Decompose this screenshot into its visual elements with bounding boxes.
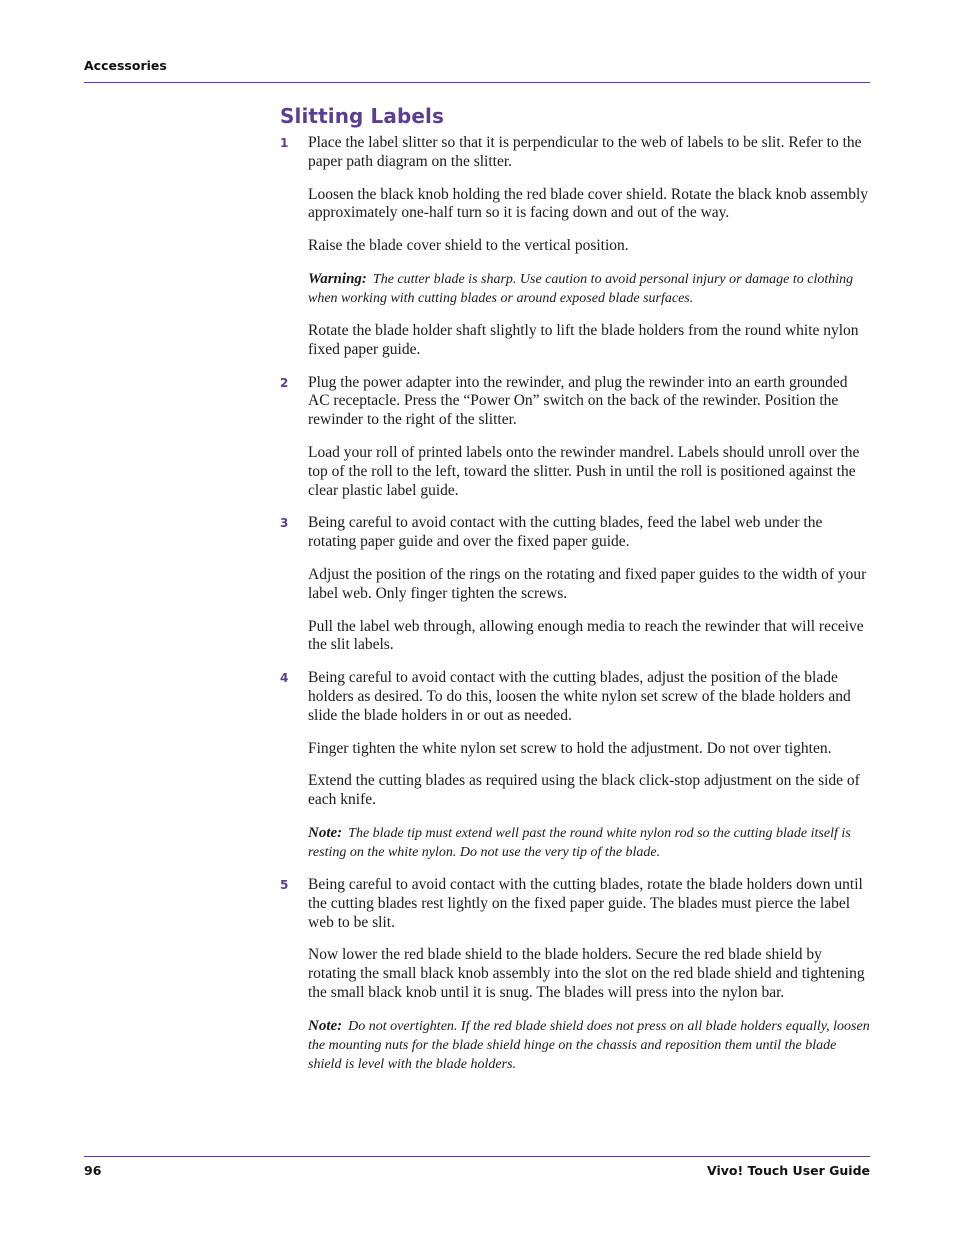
step-3 (280, 514, 870, 655)
callout-text: The cutter blade is sharp. Use caution to avoid personal injury or damage to clothing when working with cutting blades or around exposed blade surfaces. (308, 271, 854, 306)
step-paragraph: Rotate the blade holder shaft slightly to lift the blade holders from the round white nylon fixed paper guide. (308, 321, 859, 358)
step-number: 5 (280, 877, 289, 892)
step-number: 1 (280, 136, 289, 150)
footer-rule (84, 1156, 870, 1157)
step-paragraph: Loosen the black knob holding the red blade cover shield. Rotate the black knob assembly approximately one-half turn so it is facing down and out of the way. (308, 185, 869, 222)
step-paragraph: Pull the label web through, allowing enough media to reach the rewinder that will receive the slit labels. (308, 617, 864, 654)
step-number: 3 (280, 516, 289, 531)
callout-label: Warning: (308, 270, 367, 287)
step-paragraph: Being careful to avoid contact with the cutting blades, feed the label web under the rotating paper guide and over the fixed paper guide. (308, 514, 823, 551)
callout-text: Do not overtighten. If the red blade shield does not press on all blade holders equally, loosen the mounting nuts for the blade shield hinge on the chassis and reposition them until the blade shield is level with the blade holders. (308, 1018, 870, 1072)
callout-label: Note: (308, 824, 343, 841)
step-number: 4 (280, 671, 289, 686)
step-paragraph: Being careful to avoid contact with the cutting blades, adjust the position of the blade holders as desired. To do this, loosen the white nylon set screw of the blade holders and slide the blade holders in or out as needed. (308, 669, 851, 724)
step-paragraph: Adjust the position of the rings on the rotating and fixed paper guides to the width of your label web. Only finger tighten the screws. (308, 565, 867, 602)
step-1 (280, 134, 870, 360)
callout-label: Note: (308, 1017, 343, 1034)
warning-callout (308, 270, 870, 308)
running-header: Accessories (84, 58, 167, 73)
step-paragraph: Finger tighten the white nylon set screw to hold the adjustment. Do not over tighten. (308, 739, 832, 757)
step-number: 2 (280, 375, 289, 390)
steps-list (280, 134, 870, 1088)
step-paragraph: Extend the cutting blades as required using the black click-stop adjustment on the side of each knife. (308, 772, 860, 809)
step-5 (280, 876, 870, 1074)
page-number: 96 (84, 1163, 102, 1178)
header-rule (84, 82, 870, 83)
step-paragraph: Plug the power adapter into the rewinder, and plug the rewinder into an earth grounded AC receptacle. Press the “Power On” switch on the back of the rewinder. Position the rewinder to the right of the slitter. (308, 373, 848, 429)
step-4 (280, 669, 870, 862)
step-2 (280, 374, 870, 501)
step-paragraph: Being careful to avoid contact with the cutting blades, rotate the blade holders down until the cutting blades rest lightly on the fixed paper guide. The blades must pierce the label web to be slit. (308, 875, 863, 931)
step-paragraph: Place the label slitter so that it is perpendicular to the web of labels to be slit. Refer to the paper path diagram on the slitter. (308, 134, 862, 170)
callout-text: The blade tip must extend well past the round white nylon rod so the cutting blade itself is resting on the white nylon. Do not use the very tip of the blade. (308, 825, 851, 860)
guide-title: Vivo! Touch User Guide (707, 1163, 870, 1178)
note-callout (308, 1017, 870, 1074)
step-paragraph: Load your roll of printed labels onto the rewinder mandrel. Labels should unroll over the top of the roll to the left, toward the slitter. Push in until the roll is positioned against the clear plastic label guide. (308, 443, 860, 499)
page-title: Slitting Labels (280, 104, 444, 128)
note-callout (308, 824, 870, 862)
step-paragraph: Raise the blade cover shield to the vertical position. (308, 237, 629, 255)
step-paragraph: Now lower the red blade shield to the blade holders. Secure the red blade shield by rotating the small black knob assembly into the slot on the red blade shield and tightening the small black knob until it is snug. The blades will press into the nylon bar. (308, 946, 865, 1001)
